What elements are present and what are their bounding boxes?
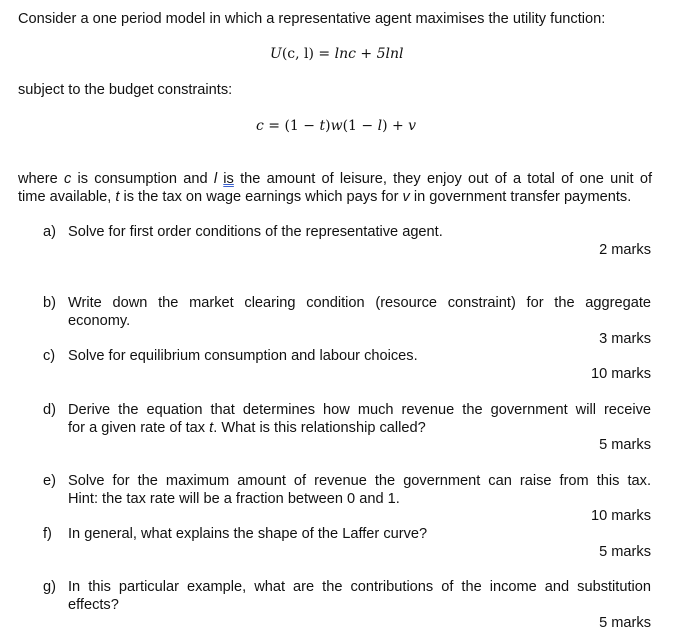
question-text: Solve for first order conditions of the representative agent. [68, 224, 443, 240]
question-marks: 3 marks [599, 331, 651, 347]
question-label: a) [43, 224, 56, 240]
question-marks: 10 marks [590, 366, 651, 382]
definitions-line-2: time available, t is the tax on wage earnings which pays for v in government transfer payments. [18, 189, 632, 205]
intro-text: Consider a one period model in which a representative agent maximises the utility function: [18, 11, 606, 27]
question-marks: 5 marks [599, 544, 651, 560]
question-text: In general, what explains the shape of the Laffer curve? [68, 526, 428, 542]
question-label: e) [43, 473, 56, 489]
question-text: Derive the equation that determines how much revenue the government will receive for a given rate of tax t. What is this relationship called? [68, 402, 651, 436]
question-label: g) [43, 579, 56, 595]
budget-intro-text: subject to the budget constraints: [18, 82, 233, 98]
definitions-line-1: where c is consumption and l is the amount of leisure, they enjoy out of a total of one unit of [18, 171, 653, 187]
question-marks: 2 marks [599, 242, 651, 258]
question-label: d) [43, 402, 56, 418]
question-marks: 10 marks [590, 508, 651, 524]
budget-equation: c = (1 − t)w(1 − l) + v [256, 118, 417, 134]
question-label: b) [43, 295, 56, 311]
question-text: Solve for the maximum amount of revenue the government can raise from this tax. Hint: the tax rate will be a fraction between 0 and 1. [68, 473, 651, 507]
question-text: Write down the market clearing condition (resource constraint) for the aggregate economy. [68, 295, 651, 329]
question-text: Solve for equilibrium consumption and labour choices. [68, 348, 418, 364]
question-text: In this particular example, what are the contributions of the income and substitution effects? [68, 579, 651, 613]
question-label: c) [43, 348, 56, 364]
grammar-flagged-word: is [223, 171, 234, 187]
question-marks: 5 marks [599, 615, 651, 631]
question-label: f) [43, 526, 52, 542]
question-marks: 5 marks [599, 437, 651, 453]
utility-equation: U(c, l) = lnc + 5lnl [270, 46, 404, 62]
